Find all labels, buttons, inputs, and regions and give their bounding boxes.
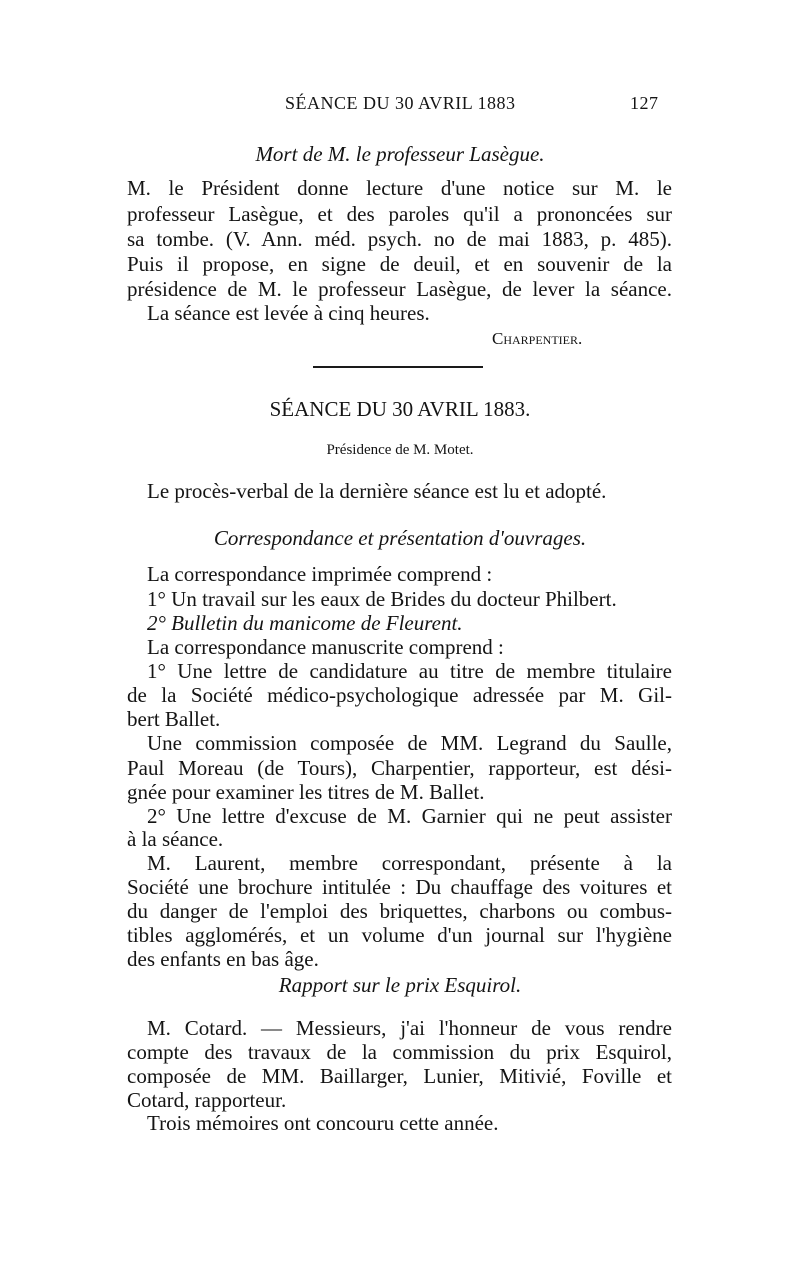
paragraph-line: bert Ballet. <box>127 707 221 731</box>
paragraph-line: à la séance. <box>127 827 224 851</box>
presidence: Présidence de M. Motet. <box>326 442 474 458</box>
page-number: 127 <box>630 93 659 113</box>
paragraph-line: Puis il propose, en signe de deuil, et en souvenir de la <box>127 252 672 276</box>
paragraph-line: compte des travaux de la commission du prix Esquirol, <box>127 1040 672 1064</box>
paragraph-line: M. Cotard. — Messieurs, j'ai l'honneur de vous rendre <box>147 1016 672 1040</box>
signature: Charpentier. <box>492 329 583 348</box>
paragraph-line: Cotard, rapporteur. <box>127 1088 287 1112</box>
section-divider <box>313 366 483 368</box>
paragraph-line: tibles agglomérés, et un volume d'un journal sur l'hygiène <box>127 923 672 947</box>
paragraph-line: M. le Président donne lecture d'une notice sur M. le <box>127 176 672 200</box>
paragraph-line: 1° Un travail sur les eaux de Brides du docteur Philbert. <box>147 587 617 611</box>
section-title-rapport: Rapport sur le prix Esquirol. <box>278 973 522 997</box>
paragraph-line: La correspondance imprimée comprend : <box>147 562 493 586</box>
paragraph-line: professeur Lasègue, et des paroles qu'il a prononcées sur <box>127 202 672 226</box>
paragraph-line: composée de MM. Baillarger, Lunier, Mitivié, Foville et <box>127 1064 672 1088</box>
seance-title: SÉANCE DU 30 AVRIL 1883. <box>269 397 531 421</box>
paragraph-line: présidence de M. le professeur Lasègue, de lever la séance. <box>127 277 672 301</box>
paragraph-line: Paul Moreau (de Tours), Charpentier, rapporteur, est dési- <box>127 756 672 780</box>
section-title-lasegue: Mort de M. le professeur Lasègue. <box>255 142 545 166</box>
paragraph-line: des enfants en bas âge. <box>127 947 319 971</box>
paragraph-line: Trois mémoires ont concouru cette année. <box>147 1111 499 1135</box>
paragraph-line: 1° Une lettre de candidature au titre de membre titulaire <box>147 659 672 683</box>
paragraph-line: du danger de l'emploi des briquettes, charbons ou combus- <box>127 899 672 923</box>
proces-verbal: Le procès-verbal de la dernière séance est lu et adopté. <box>147 479 607 503</box>
paragraph-line: La correspondance manuscrite comprend : <box>147 635 504 659</box>
paragraph-line: La séance est levée à cinq heures. <box>147 301 430 325</box>
paragraph-line: de la Société médico-psychologique adressée par M. Gil- <box>127 683 672 707</box>
paragraph-line: Une commission composée de MM. Legrand du Saulle, <box>147 731 672 755</box>
running-title: SÉANCE DU 30 AVRIL 1883 <box>285 93 516 113</box>
paragraph-line: sa tombe. (V. Ann. méd. psych. no de mai 1883, p. 485). <box>127 227 672 251</box>
paragraph-line: M. Laurent, membre correspondant, présente à la <box>147 851 672 875</box>
paragraph-line: 2° Bulletin du manicome de Fleurent. <box>147 611 463 635</box>
paragraph-line: Société une brochure intitulée : Du chauffage des voitures et <box>127 875 672 899</box>
paragraph-line: 2° Une lettre d'excuse de M. Garnier qui ne peut assister <box>147 804 672 828</box>
paragraph-line: gnée pour examiner les titres de M. Ballet. <box>127 780 485 804</box>
section-title-correspondance: Correspondance et présentation d'ouvrages. <box>213 526 587 550</box>
